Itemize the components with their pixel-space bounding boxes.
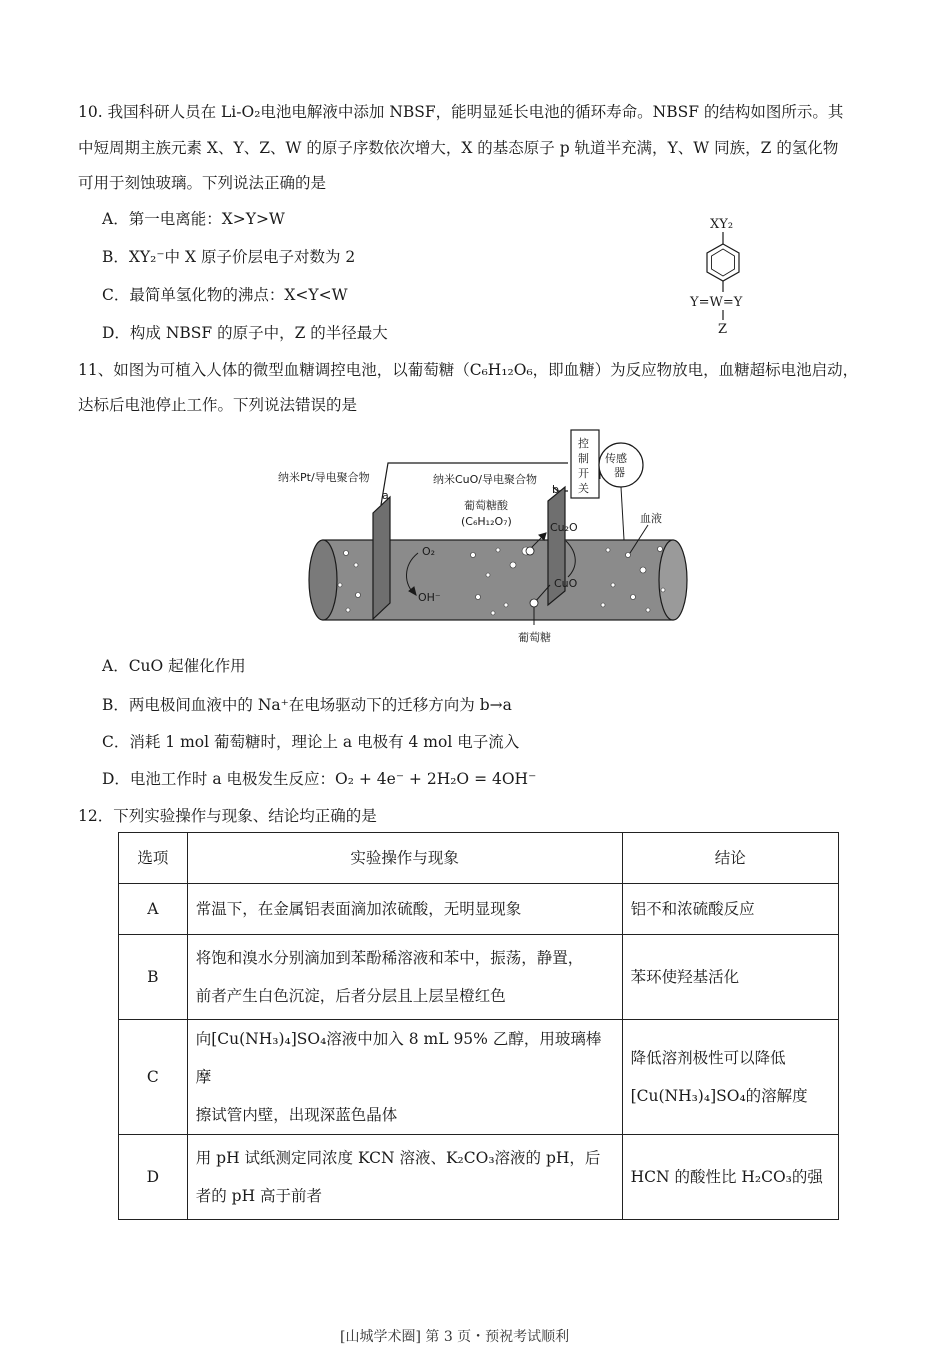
conclusion-text: 铝不和浓硫酸反应 — [630, 900, 755, 918]
structure-middle-label: Y=W=Y — [690, 295, 743, 310]
q11-line-2: 达标后电池停止工作。下列说法错误的是 — [78, 396, 358, 414]
operation-text-2: 前者产生白色沉淀，后者分层且上层呈橙红色 — [195, 987, 506, 1005]
switch-char-4: 关 — [578, 482, 589, 495]
row-option: A — [119, 884, 188, 935]
left-electrode-label: 纳米Pt/导电聚合物 — [278, 471, 370, 484]
conclusion-text: HCN 的酸性比 H₂CO₃的强 — [630, 1168, 823, 1186]
conclusion-text: 苯环使羟基活化 — [630, 968, 740, 986]
cu2o-label: Cu₂O — [550, 521, 578, 534]
row-operation — [187, 935, 622, 1020]
operation-text: 将饱和溴水分别滴加到苯酚稀溶液和苯中，振荡，静置， — [195, 949, 584, 967]
gluconic-formula-label: (C₆H₁₂O₇) — [461, 515, 512, 528]
page-footer: [山城学术圈] 第 3 页・预祝考试顺利 — [340, 1329, 570, 1345]
operation-text-2: 者的 pH 高于前者 — [195, 1187, 323, 1205]
operation-text: 常温下，在金属铝表面滴加浓硫酸，无明显现象 — [195, 900, 522, 918]
q10-option-b: B．XY₂⁻中 X 原子价层电子对数为 2 — [102, 248, 356, 266]
table-row — [119, 1020, 839, 1135]
q11-option-c: C．消耗 1 mol 葡萄糖时，理论上 a 电极有 4 mol 电子流入 — [102, 733, 520, 751]
operation-text: 向[Cu(NH₃)₄]SO₄溶液中加入 8 mL 95% 乙醇，用玻璃棒摩 — [195, 1030, 602, 1086]
operation-text-2: 擦试管内壁，出现深蓝色晶体 — [195, 1106, 398, 1124]
row-conclusion — [622, 1020, 838, 1135]
blood-label: 血液 — [640, 512, 662, 525]
q11-option-d: D．电池工作时 a 电极发生反应：O₂ + 4e⁻ + 2H₂O = 4OH⁻ — [102, 770, 537, 788]
header-option: 选项 — [119, 833, 188, 884]
q10-line-1: 10. 我国科研人员在 Li-O₂电池电解液中添加 NBSF，能明显延长电池的循环寿命。NBSF 的结构如图所示。其 — [78, 103, 844, 121]
gluconic-acid-label: 葡萄糖酸 — [464, 499, 508, 512]
table-row — [119, 884, 839, 935]
switch-char-1: 控 — [578, 437, 589, 450]
battery-diagram — [268, 425, 698, 647]
q10-option-c: C．最简单氢化物的沸点：X<Y<W — [102, 286, 348, 304]
row-option: D — [119, 1135, 188, 1220]
right-electrode-label: 纳米CuO/导电聚合物 — [433, 473, 538, 486]
header-operation: 实验操作与现象 — [187, 833, 622, 884]
structure-bottom-label: Z — [718, 322, 728, 337]
electrode-b-label: b — [552, 483, 559, 496]
switch-char-2: 制 — [578, 452, 589, 465]
row-option: C — [119, 1020, 188, 1135]
row-conclusion — [622, 884, 838, 935]
experiment-table — [118, 832, 839, 1220]
row-operation — [187, 1135, 622, 1220]
header-conclusion: 结论 — [622, 833, 838, 884]
structure-top-label: XY₂ — [710, 217, 734, 232]
q11-option-a: A．CuO 起催化作用 — [102, 657, 246, 675]
sensor-circle — [599, 443, 643, 487]
row-conclusion — [622, 935, 838, 1020]
glucose-label: 葡萄糖 — [518, 631, 551, 644]
sensor-label-2: 器 — [614, 466, 625, 479]
cuo-label: CuO — [554, 577, 578, 590]
row-operation — [187, 1020, 622, 1135]
operation-text: 用 pH 试纸测定同浓度 KCN 溶液、K₂CO₃溶液的 pH，后 — [195, 1149, 601, 1167]
q11-option-b: B．两电极间血液中的 Na⁺在电场驱动下的迁移方向为 b→a — [102, 696, 512, 714]
conclusion-text-2: [Cu(NH₃)₄]SO₄的溶解度 — [630, 1087, 808, 1105]
row-conclusion — [622, 1135, 838, 1220]
table-header-row — [119, 833, 839, 884]
conclusion-text: 降低溶剂极性可以降低 — [630, 1049, 786, 1067]
nbsf-structure — [680, 212, 770, 342]
q12-stem: 12．下列实验操作与现象、结论均正确的是 — [78, 807, 377, 825]
q10-line-3: 可用于刻蚀玻璃。下列说法正确的是 — [78, 174, 327, 192]
switch-char-3: 开 — [578, 467, 589, 480]
sensor-label: 传感 — [605, 452, 627, 465]
table-row — [119, 1135, 839, 1220]
o2-label: O₂ — [422, 545, 436, 558]
row-operation — [187, 884, 622, 935]
electrode-a-label: a — [382, 489, 389, 502]
electrode-a — [373, 497, 390, 619]
q10-option-d: D．构成 NBSF 的原子中，Z 的半径最大 — [102, 324, 388, 342]
q10-option-a: A．第一电离能：X>Y>W — [102, 210, 285, 228]
row-option: B — [119, 935, 188, 1020]
q10-line-2: 中短周期主族元素 X、Y、Z、W 的原子序数依次增大，X 的基态原子 p 轨道半充满，Y、W 同族，Z 的氢化物 — [78, 139, 839, 157]
q11-line-1: 11、如图为可植入人体的微型血糖调控电池，以葡萄糖（C₆H₁₂O₆，即血糖）为反应物放电，血糖超标电池启动， — [78, 361, 859, 379]
table-row — [119, 935, 839, 1020]
oh-label: OH⁻ — [418, 591, 441, 604]
